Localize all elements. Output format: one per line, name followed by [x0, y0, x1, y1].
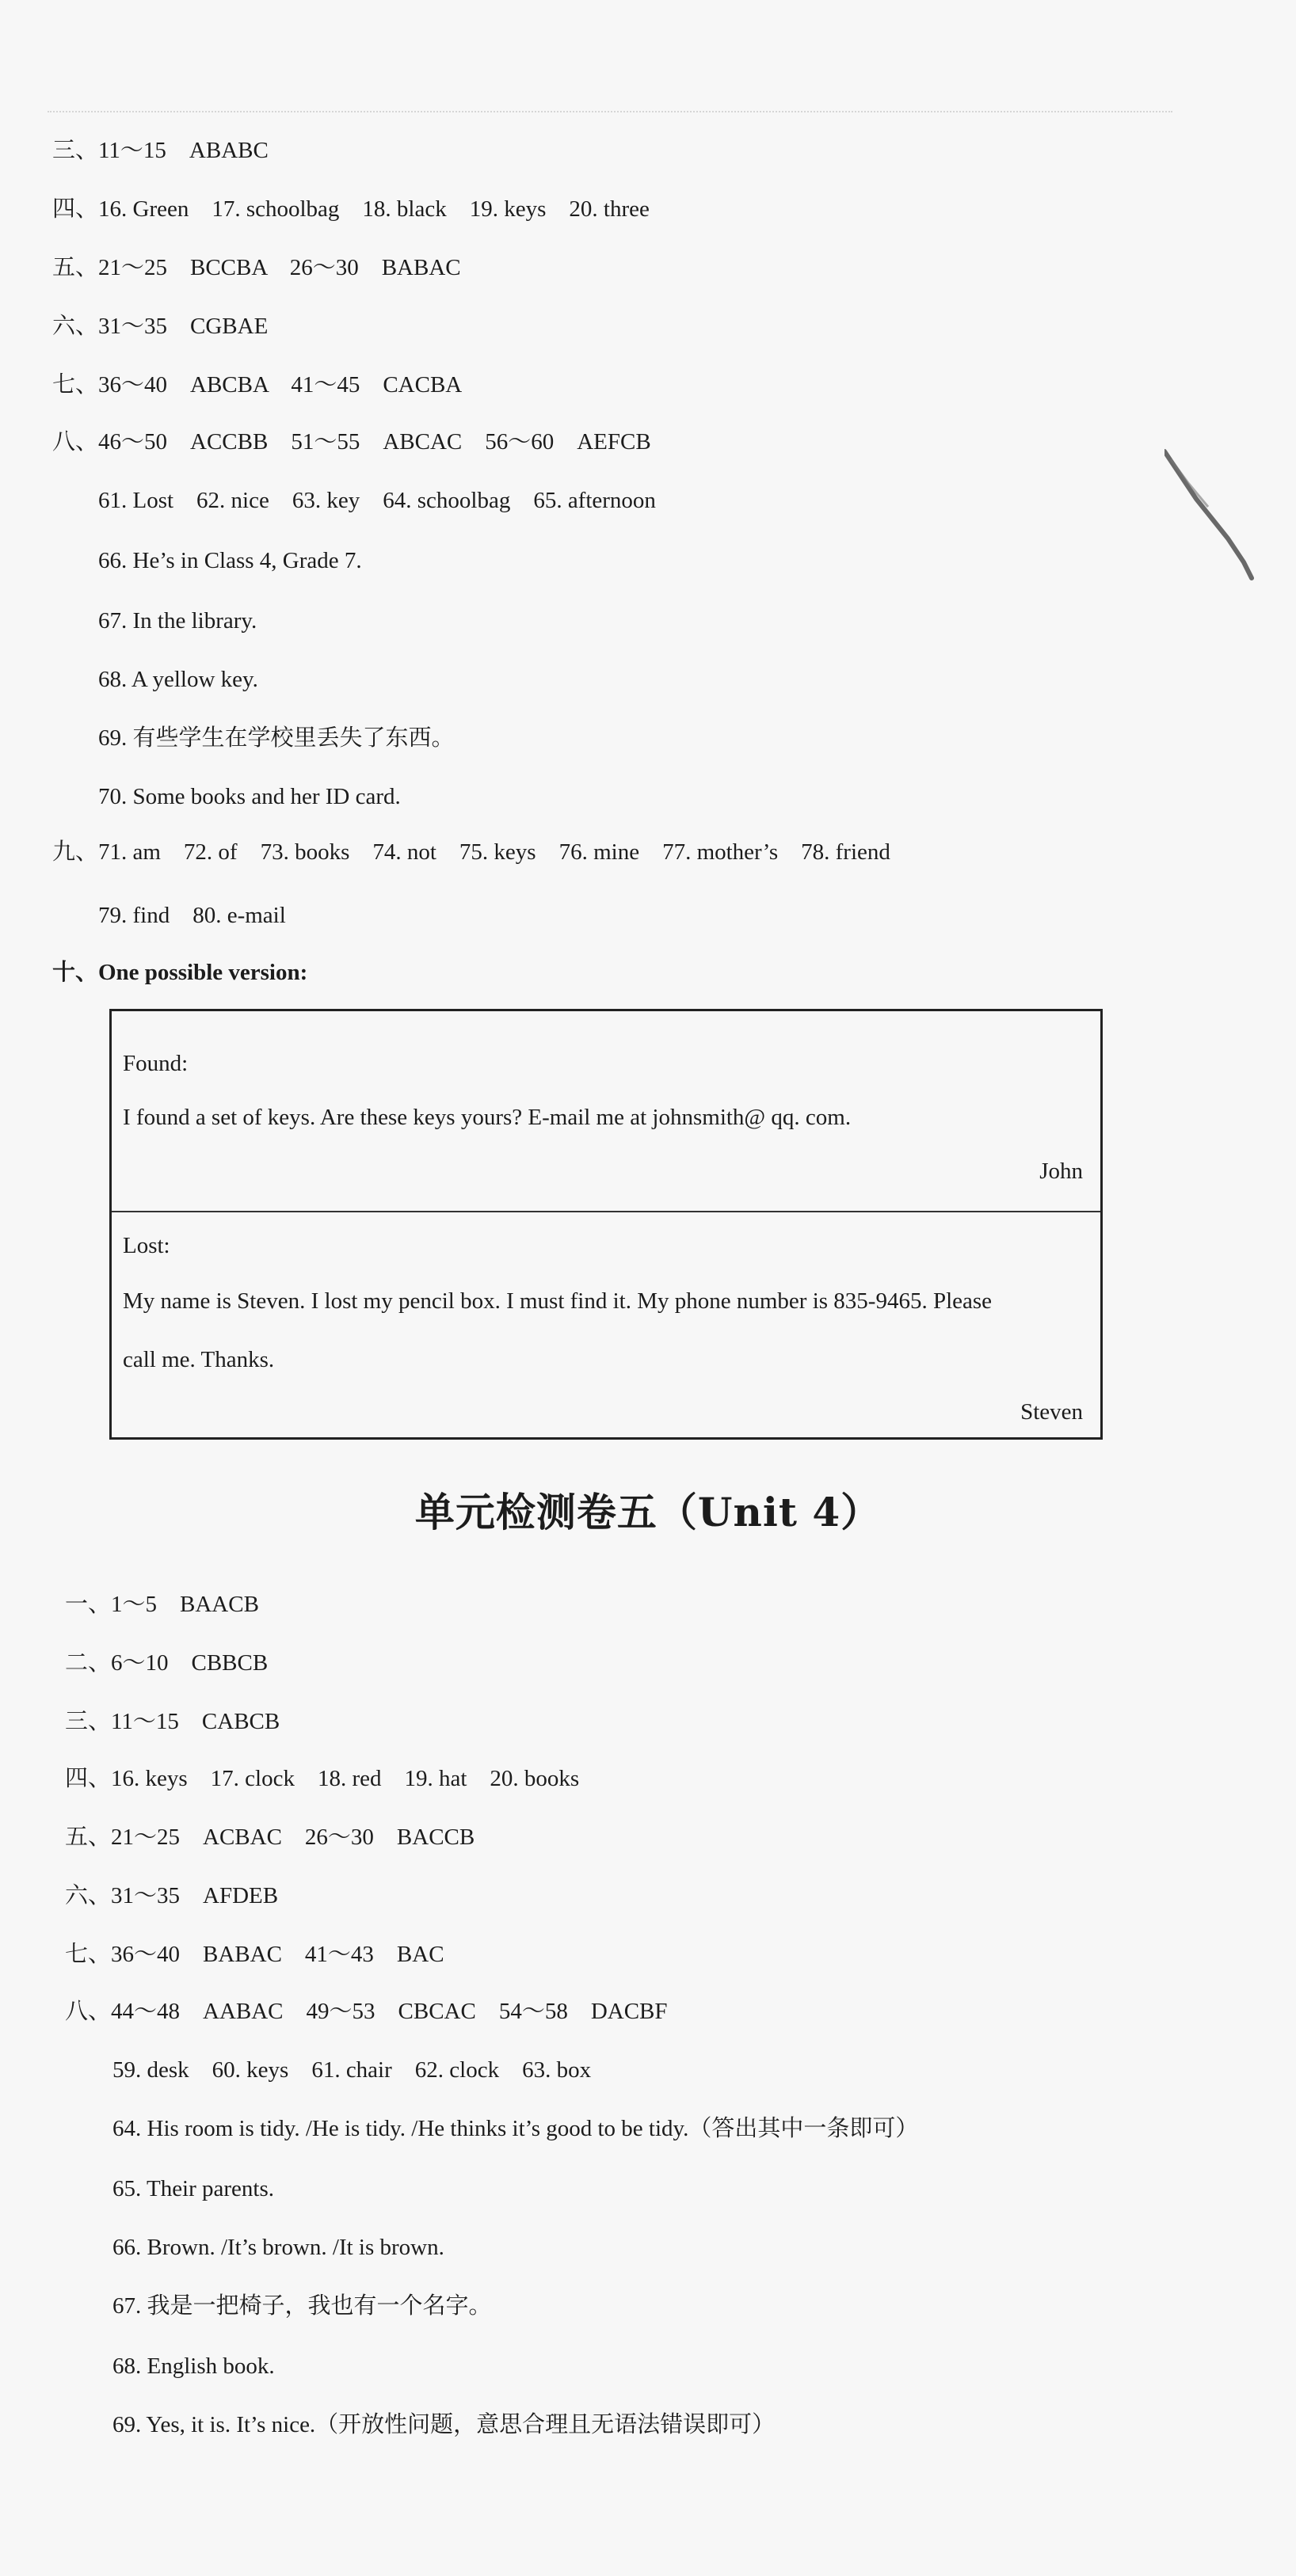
answer-line: 五、21～25 ACBAC 26～30 BACCB [65, 1825, 475, 1850]
answer-line: 68. A yellow key. [98, 667, 258, 692]
lost-text: call me. Thanks. [123, 1347, 275, 1372]
answer-line: 五、21～25 BCCBA 26～30 BABAC [52, 255, 461, 280]
answer-line: 七、36～40 BABAC 41～43 BAC [65, 1942, 444, 1967]
answer-line: 69. Yes, it is. It’s nice.（开放性问题，意思合理且无语法错误即可） [112, 2412, 776, 2437]
answer-line: 九、71. am 72. of 73. books 74. not 75. keys 76. mine 77. mother’s 78. friend [52, 839, 890, 865]
answer-line: 79. find 80. e-mail [98, 903, 286, 928]
answer-line: 67. 我是一把椅子，我也有一个名字。 [112, 2293, 492, 2319]
answer-line: 66. Brown. /It’s brown. /It is brown. [112, 2235, 444, 2260]
answer-line: 四、16. Green 17. schoolbag 18. black 19. keys 20. three [52, 196, 650, 222]
answer-line: 59. desk 60. keys 61. chair 62. clock 63. box [112, 2057, 592, 2083]
answer-line: 61. Lost 62. nice 63. key 64. schoolbag 65. afternoon [98, 488, 656, 513]
answer-line: 八、46～50 ACCBB 51～55 ABCAC 56～60 AEFCB [52, 429, 651, 455]
writing-title: 十、One possible version: [52, 960, 308, 985]
answer-line: 四、16. keys 17. clock 18. red 19. hat 20. books [65, 1766, 580, 1791]
answer-line: 七、36～40 ABCBA 41～45 CACBA [52, 372, 463, 398]
answer-line: 六、31～35 CGBAE [52, 314, 269, 339]
unit-heading: 单元检测卷五（Unit 4） [414, 1489, 882, 1535]
answer-line: 三、11～15 CABCB [65, 1709, 280, 1734]
answer-line: 69. 有些学生在学校里丢失了东西。 [98, 725, 455, 751]
answer-line: 64. His room is tidy. /He is tidy. /He thinks it’s good to be tidy.（答出其中一条即可） [112, 2116, 919, 2141]
answer-line: 65. Their parents. [112, 2176, 275, 2201]
top-divider [48, 111, 1172, 112]
answer-line: 70. Some books and her ID card. [98, 784, 401, 809]
found-label: Found: [123, 1051, 189, 1076]
answer-line: 八、44～48 AABAC 49～53 CBCAC 54～58 DACBF [65, 1999, 668, 2024]
lost-text: My name is Steven. I lost my pencil box. I must find it. My phone number is 835-9465. Please [123, 1288, 993, 1314]
notice-box [109, 1009, 1103, 1440]
answer-line: 二、6～10 CBBCB [65, 1650, 269, 1676]
answer-line: 三、11～15 ABABC [52, 138, 269, 163]
box-divider [112, 1211, 1100, 1212]
found-signature: John [1039, 1159, 1083, 1184]
answer-line: 一、1～5 BAACB [65, 1592, 259, 1617]
answer-line: 66. He’s in Class 4, Grade 7. [98, 548, 362, 573]
answer-line: 六、31～35 AFDEB [65, 1883, 279, 1908]
scan-smudge [1164, 443, 1260, 586]
found-text: I found a set of keys. Are these keys yours? E-mail me at johnsmith@ qq. com. [123, 1105, 852, 1130]
answer-line: 68. English book. [112, 2353, 275, 2379]
answer-line: 67. In the library. [98, 608, 257, 634]
lost-label: Lost: [123, 1233, 170, 1258]
lost-signature: Steven [1020, 1399, 1083, 1425]
